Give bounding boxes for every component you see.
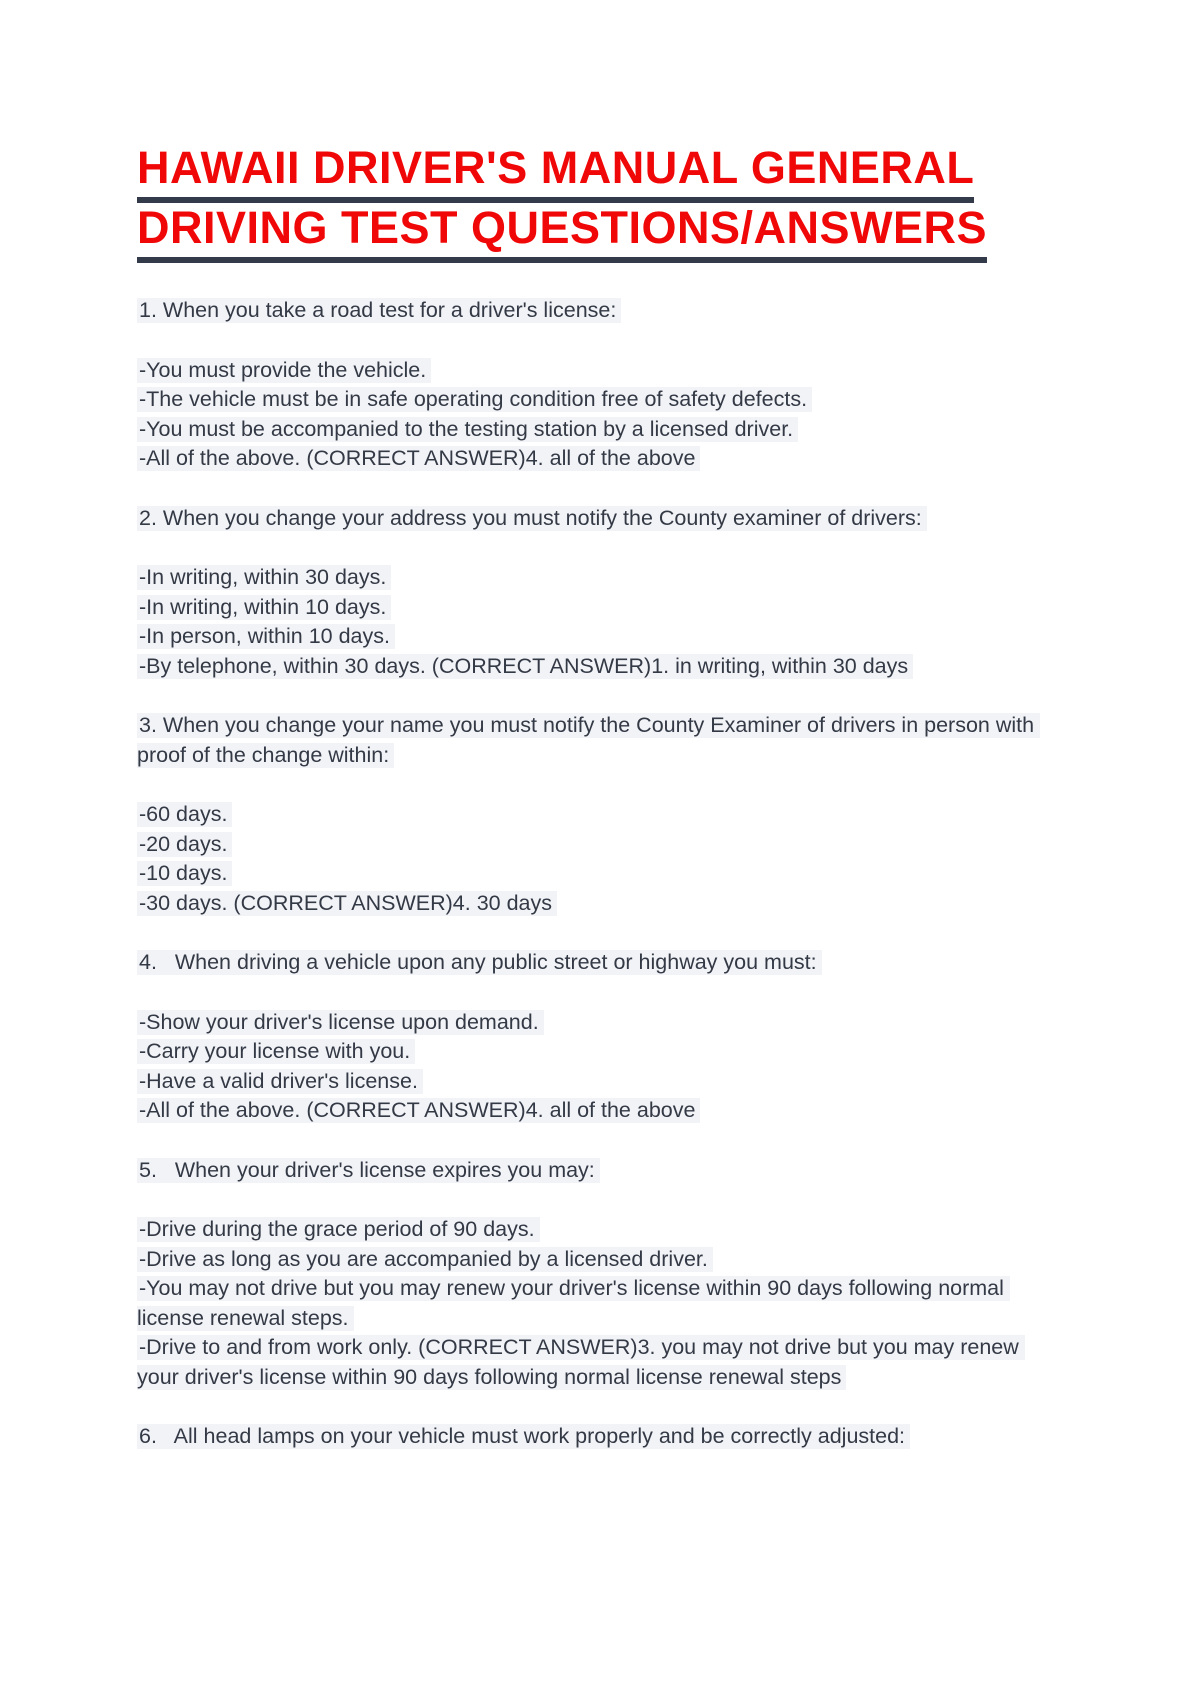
question-block-6 [137,1422,1053,1452]
question-block-3 [137,711,1053,918]
question-1-options [137,356,1053,474]
question-3-options [137,800,1053,918]
option-text: -Drive to and from work only. (CORRECT ANSWER)3. you may not drive but you may renew your driver's license within 90 days following normal license renewal steps [137,1335,1025,1389]
question-4-options [137,1008,1053,1126]
question-block-4 [137,948,1053,1126]
question-6 [137,1422,1053,1452]
option-line [137,356,1053,386]
title-line-2-text: DRIVING TEST QUESTIONS/ANSWERS [137,202,987,263]
option-line [137,859,1053,889]
option-text: -Drive during the grace period of 90 days. [137,1217,540,1242]
option-line [137,1333,1053,1392]
question-1-text: 1. When you take a road test for a driver's license: [137,298,621,323]
option-line [137,415,1053,445]
question-4 [137,948,1053,978]
option-line [137,563,1053,593]
option-text: -Drive as long as you are accompanied by a licensed driver. [137,1247,713,1272]
option-text: -Show your driver's license upon demand. [137,1010,544,1035]
option-text: -All of the above. (CORRECT ANSWER)4. all of the above [137,1098,700,1123]
option-text: -20 days. [137,832,232,857]
document-title [137,138,1053,258]
option-text: -60 days. [137,802,232,827]
option-text: -In writing, within 30 days. [137,565,391,590]
option-text: -All of the above. (CORRECT ANSWER)4. all of the above [137,446,700,471]
question-2-options [137,563,1053,681]
question-2-text: 2. When you change your address you must notify the County examiner of drivers: [137,506,927,531]
question-block-5 [137,1156,1053,1393]
question-6-text: 6. All head lamps on your vehicle must work properly and be correctly adjusted: [137,1424,910,1449]
option-line [137,1245,1053,1275]
title-line-1 [137,138,1053,198]
question-3-text: 3. When you change your name you must notify the County Examiner of drivers in person with proof of the change within: [137,713,1041,767]
option-text: -10 days. [137,861,232,886]
question-5 [137,1156,1053,1186]
option-line [137,1067,1053,1097]
document-page [137,0,1053,1452]
option-line [137,1096,1053,1126]
option-line [137,1215,1053,1245]
question-2 [137,504,1053,534]
option-text: -You must provide the vehicle. [137,358,431,383]
option-text: -In writing, within 10 days. [137,595,391,620]
option-text: -You must be accompanied to the testing station by a licensed driver. [137,417,798,442]
question-1 [137,296,1053,326]
option-text: -30 days. (CORRECT ANSWER)4. 30 days [137,891,557,916]
option-line [137,1037,1053,1067]
question-5-text: 5. When your driver's license expires you may: [137,1158,600,1183]
option-text: -Carry your license with you. [137,1039,415,1064]
question-5-options [137,1215,1053,1392]
option-line [137,1274,1053,1333]
option-line [137,385,1053,415]
option-text: -You may not drive but you may renew your driver's license within 90 days following normal license renewal steps. [137,1276,1010,1330]
option-text: -In person, within 10 days. [137,624,395,649]
title-line-1-text: HAWAII DRIVER'S MANUAL GENERAL [137,142,974,203]
option-line [137,800,1053,830]
question-4-text: 4. When driving a vehicle upon any public street or highway you must: [137,950,822,975]
option-text: -By telephone, within 30 days. (CORRECT ANSWER)1. in writing, within 30 days [137,654,913,679]
option-line [137,593,1053,623]
question-block-1 [137,296,1053,474]
option-line [137,444,1053,474]
option-line [137,889,1053,919]
question-3 [137,711,1053,770]
option-line [137,622,1053,652]
option-text: -The vehicle must be in safe operating condition free of safety defects. [137,387,812,412]
option-line [137,652,1053,682]
title-line-2 [137,198,1053,258]
option-line [137,830,1053,860]
option-text: -Have a valid driver's license. [137,1069,423,1094]
question-block-2 [137,504,1053,682]
option-line [137,1008,1053,1038]
